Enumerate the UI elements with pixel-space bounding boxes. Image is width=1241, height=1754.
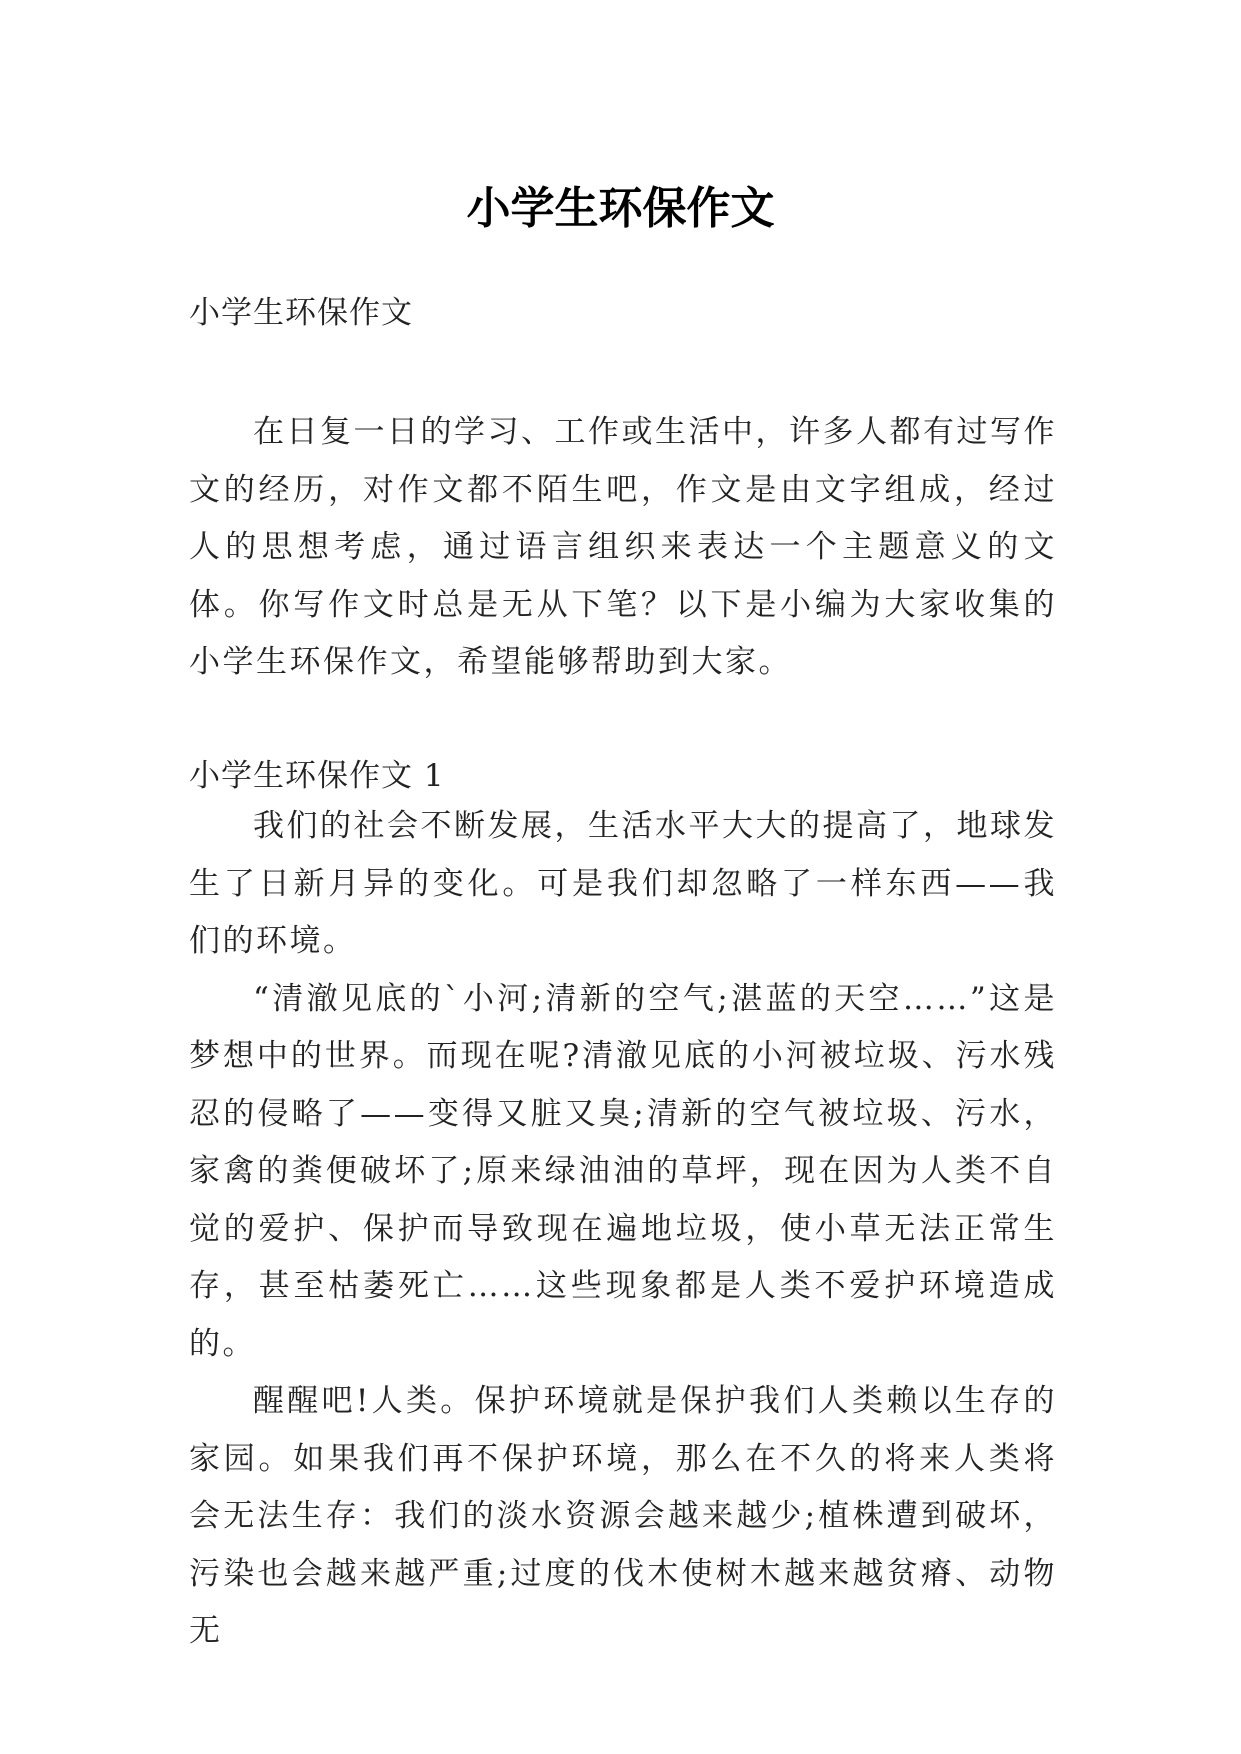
document-subtitle: 小学生环保作文 bbox=[189, 295, 413, 331]
intro-section bbox=[189, 404, 1057, 692]
document-title: 小学生环保作文 bbox=[466, 183, 775, 235]
essay-section-1 bbox=[189, 754, 1057, 1661]
intro-paragraph: 在日复一日的学习、工作或生活中，许多人都有过写作文的经历，对作文都不陌生吧，作文是由文字组成，经过人的思想考虑，通过语言组织来表达一个主题意义的文体。你写作文时总是无从下笔？以下是小编为大家收集的小学生环保作文，希望能够帮助到大家。 bbox=[189, 414, 1057, 680]
body-paragraph: “清澈见底的`小河;清新的空气;湛蓝的天空……”这是梦想中的世界。而现在呢?清澈见底的小河被垃圾、污水残忍的侵略了——变得又脏又臭;清新的空气被垃圾、污水，家禽的粪便破坏了;原来绿油油的草坪，现在因为人类不自觉的爱护、保护而导致现在遍地垃圾，使小草无法正常生存，甚至枯萎死亡……这些现象都是人类不爱护环境造成的。 bbox=[189, 980, 1057, 1362]
body-paragraph: 醒醒吧!人类。保护环境就是保护我们人类赖以生存的家园。如果我们再不保护环境，那么在不久的将来人类将会无法生存：我们的淡水资源会越来越少;植株遭到破坏，污染也会越来越严重;过度的伐木使树木越来越贫瘠、动物无 bbox=[189, 1383, 1057, 1649]
section-heading: 小学生环保作文 1 bbox=[189, 758, 445, 794]
body-paragraph: 我们的社会不断发展，生活水平大大的提高了，地球发生了日新月异的变化。可是我们却忽略了一样东西——我们的环境。 bbox=[189, 808, 1057, 959]
